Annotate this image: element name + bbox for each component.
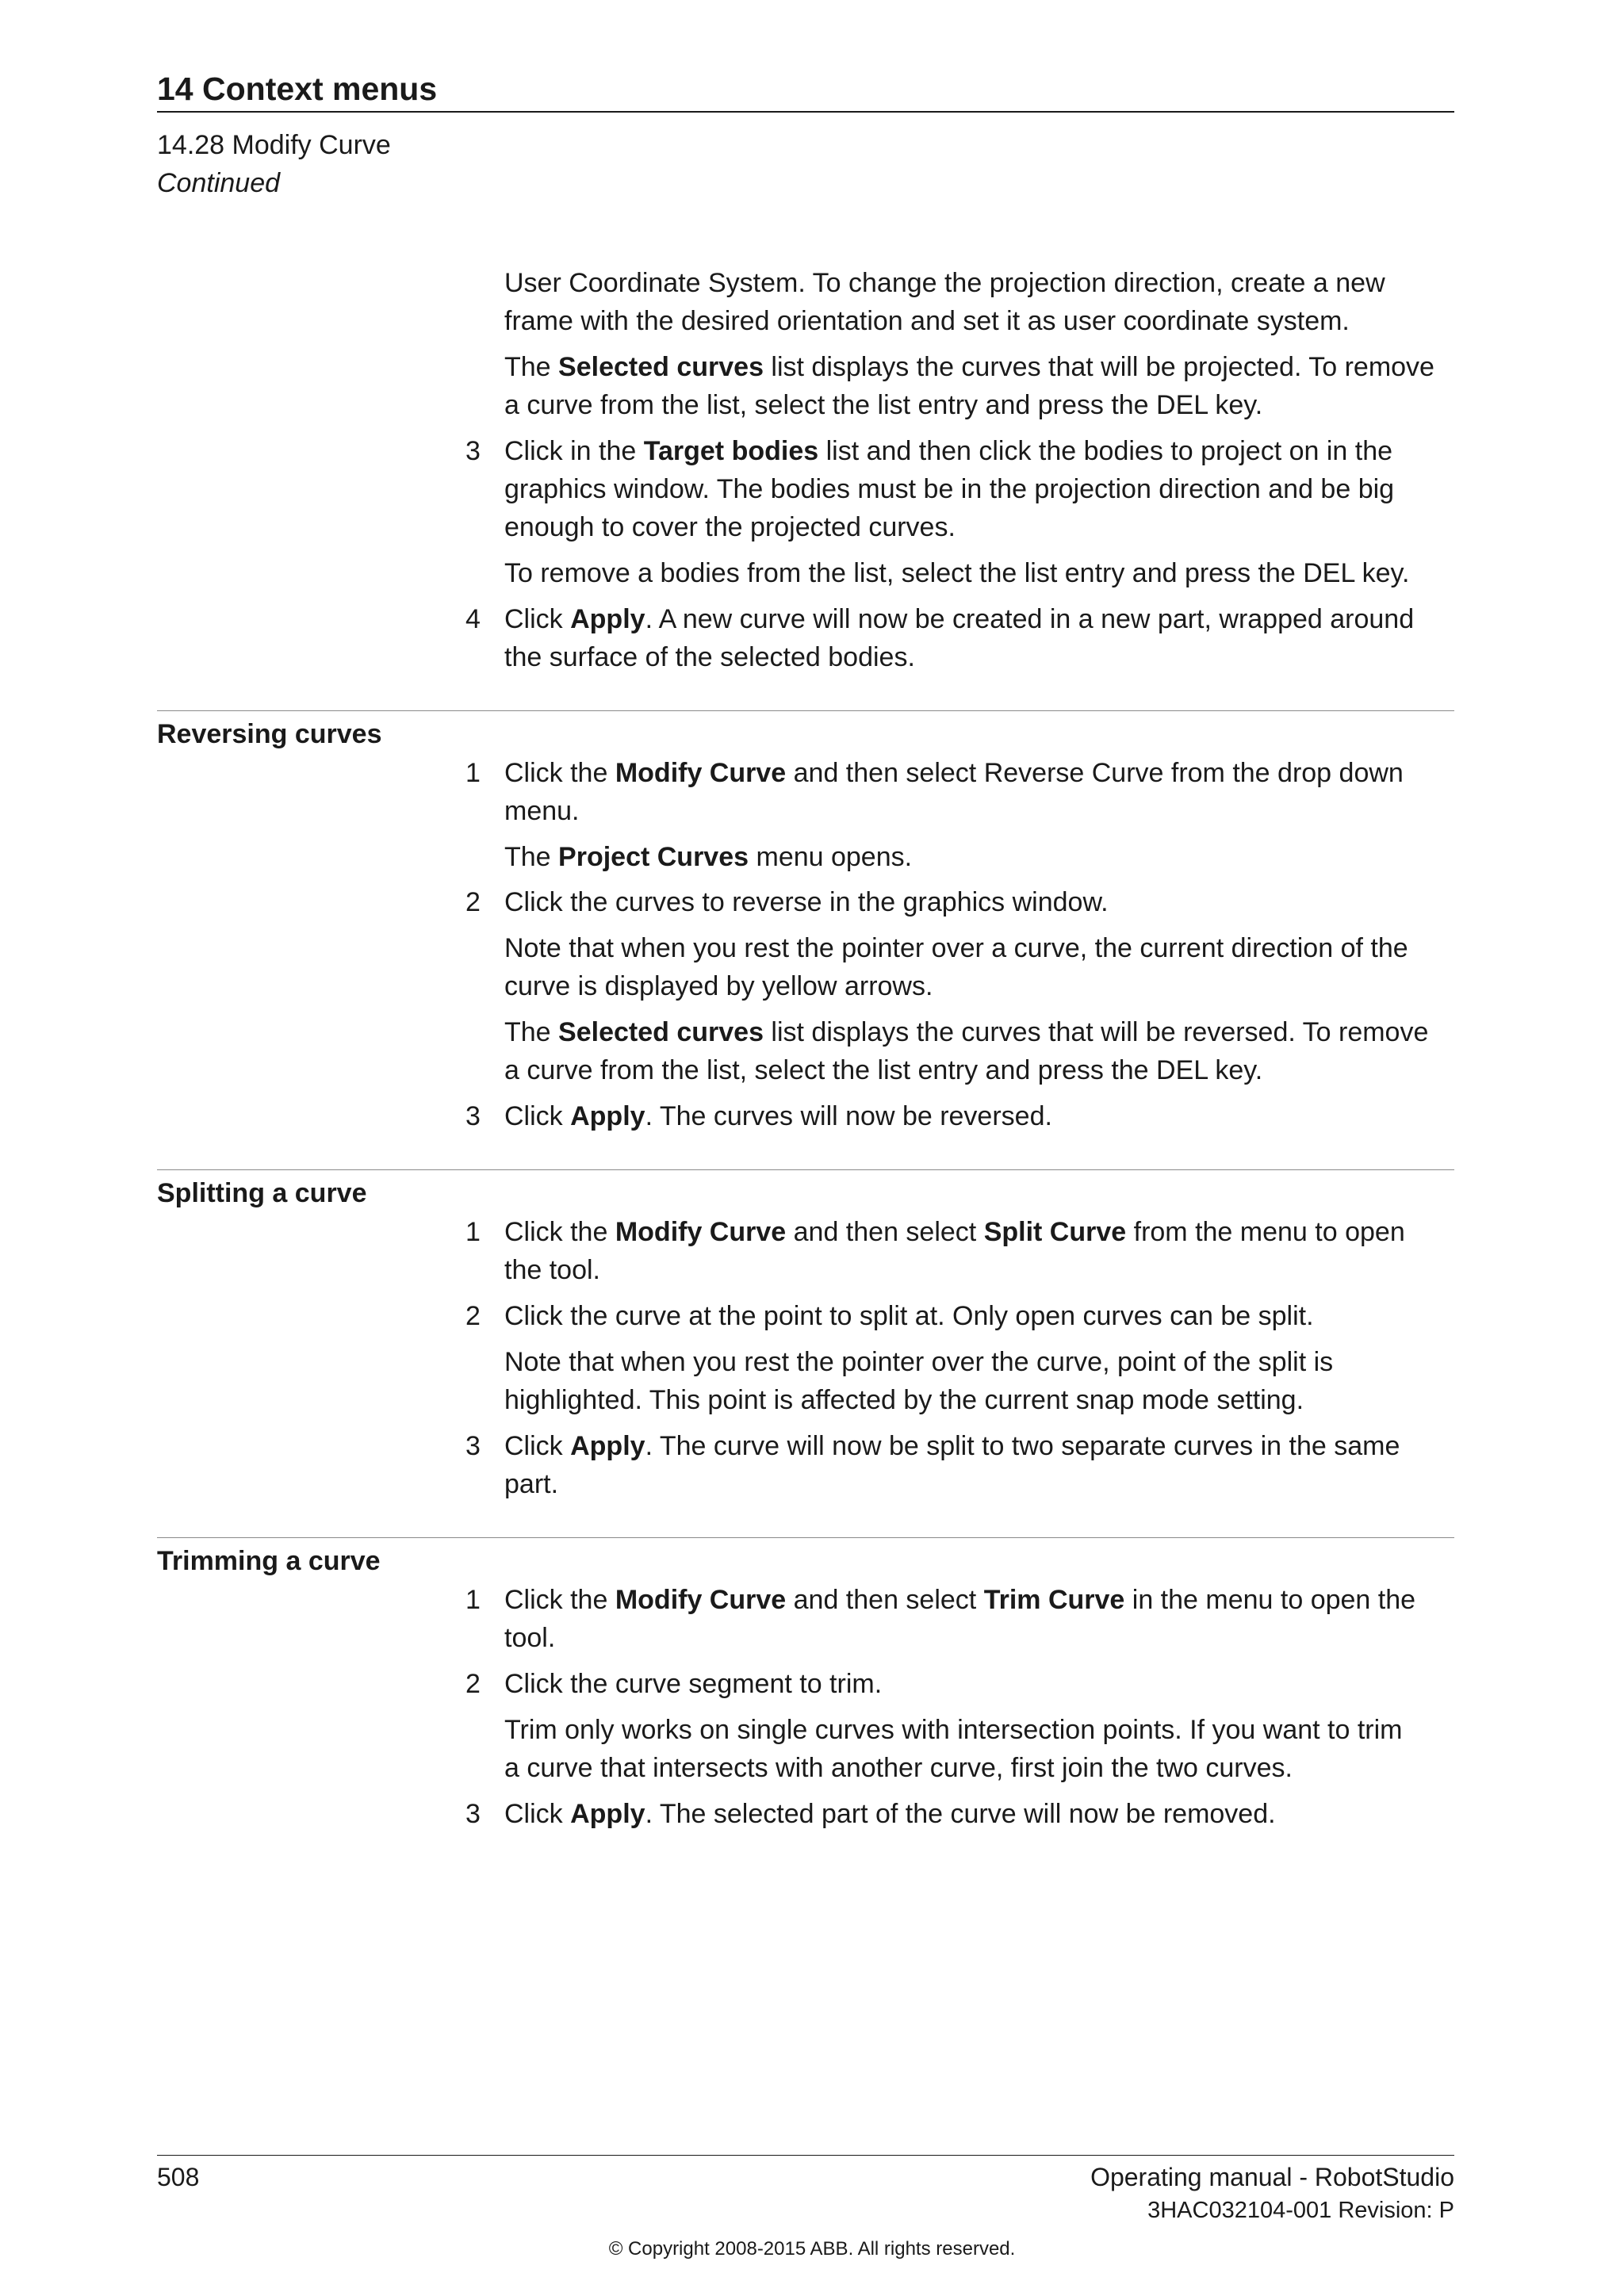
trimming-step-1-line-2: tool.: [504, 1623, 556, 1653]
intro-line-1: User Coordinate System. To change the projection direction, create a new: [504, 268, 1385, 298]
step-apply-line-2: the surface of the selected bodies.: [504, 642, 915, 672]
step-number: 1: [465, 1585, 481, 1615]
step-number: 1: [465, 758, 481, 788]
step-number: 4: [465, 604, 481, 634]
step-target-bodies-line-3: enough to cover the projected curves.: [504, 512, 956, 542]
step-target-bodies: Click in the Target bodies list and then click the bodies to project on in the: [504, 436, 1393, 466]
step-number: 3: [465, 436, 481, 466]
manual-title: Operating manual - RobotStudio: [1090, 2163, 1454, 2191]
footer-rule: [157, 2155, 1454, 2156]
splitting-step-1: Click the Modify Curve and then select Split Curve from the menu to open: [504, 1217, 1405, 1247]
section-divider: [157, 1537, 1454, 1538]
step-target-bodies-line-2: graphics window. The bodies must be in the projection direction and be big: [504, 474, 1395, 504]
trimming-step-2-note-line-2: a curve that intersects with another curve, first join the two curves.: [504, 1753, 1293, 1783]
trimming-step-1: Click the Modify Curve and then select Trim Curve in the menu to open the: [504, 1585, 1416, 1615]
reversing-selected-curves: The Selected curves list displays the curves that will be reversed. To remove: [504, 1017, 1429, 1047]
trimming-curve-heading: Trimming a curve: [157, 1546, 381, 1576]
document-id: 3HAC032104-001 Revision: P: [1147, 2198, 1454, 2223]
continued-label: Continued: [157, 168, 281, 198]
section-title: 14.28 Modify Curve: [157, 130, 391, 160]
step-number: 3: [465, 1101, 481, 1131]
splitting-step-2: Click the curve at the point to split at. Only open curves can be split.: [504, 1301, 1314, 1331]
splitting-step-2-note: Note that when you rest the pointer over the curve, point of the split is: [504, 1347, 1334, 1377]
splitting-curve-heading: Splitting a curve: [157, 1178, 367, 1208]
trimming-step-3: Click Apply. The selected part of the curve will now be removed.: [504, 1799, 1276, 1829]
reversing-selected-curves-line-2: a curve from the list, select the list entry and press the DEL key.: [504, 1055, 1263, 1085]
step-number: 3: [465, 1431, 481, 1461]
header-rule: [157, 111, 1454, 113]
step-target-bodies-note: To remove a bodies from the list, select the list entry and press the DEL key.: [504, 558, 1410, 588]
intro-selected-curves: The Selected curves list displays the curves that will be projected. To remove: [504, 352, 1434, 382]
reversing-step-1: Click the Modify Curve and then select Reverse Curve from the drop down: [504, 758, 1404, 788]
splitting-step-2-note-line-2: highlighted. This point is affected by the current snap mode setting.: [504, 1385, 1304, 1415]
reversing-step-2: Click the curves to reverse in the graphics window.: [504, 887, 1109, 917]
reversing-step-1-line-2: menu.: [504, 796, 580, 826]
splitting-step-1-line-2: the tool.: [504, 1255, 600, 1285]
step-number: 2: [465, 1301, 481, 1331]
step-number: 2: [465, 1669, 481, 1699]
trimming-step-2: Click the curve segment to trim.: [504, 1669, 883, 1699]
reversing-step-2-note: Note that when you rest the pointer over a curve, the current direction of the: [504, 933, 1408, 963]
intro-line-2: frame with the desired orientation and set it as user coordinate system.: [504, 306, 1350, 336]
step-apply: Click Apply. A new curve will now be created in a new part, wrapped around: [504, 604, 1415, 634]
page-number: 508: [157, 2163, 200, 2191]
reversing-curves-heading: Reversing curves: [157, 719, 382, 749]
reversing-step-1-note: The Project Curves menu opens.: [504, 842, 913, 872]
copyright-notice: © Copyright 2008-2015 ABB. All rights reserved.: [608, 2238, 1016, 2260]
section-divider: [157, 1169, 1454, 1170]
section-divider: [157, 710, 1454, 711]
splitting-step-3: Click Apply. The curve will now be split to two separate curves in the same: [504, 1431, 1400, 1461]
trimming-step-2-note: Trim only works on single curves with intersection points. If you want to trim: [504, 1715, 1403, 1745]
step-number: 3: [465, 1799, 481, 1829]
splitting-step-3-line-2: part.: [504, 1469, 559, 1499]
step-number: 1: [465, 1217, 481, 1247]
chapter-title: 14 Context menus: [157, 71, 438, 107]
step-number: 2: [465, 887, 481, 917]
reversing-step-2-note-line-2: curve is displayed by yellow arrows.: [504, 971, 933, 1001]
intro-selected-curves-line-2: a curve from the list, select the list entry and press the DEL key.: [504, 390, 1263, 420]
reversing-step-3: Click Apply. The curves will now be reversed.: [504, 1101, 1052, 1131]
